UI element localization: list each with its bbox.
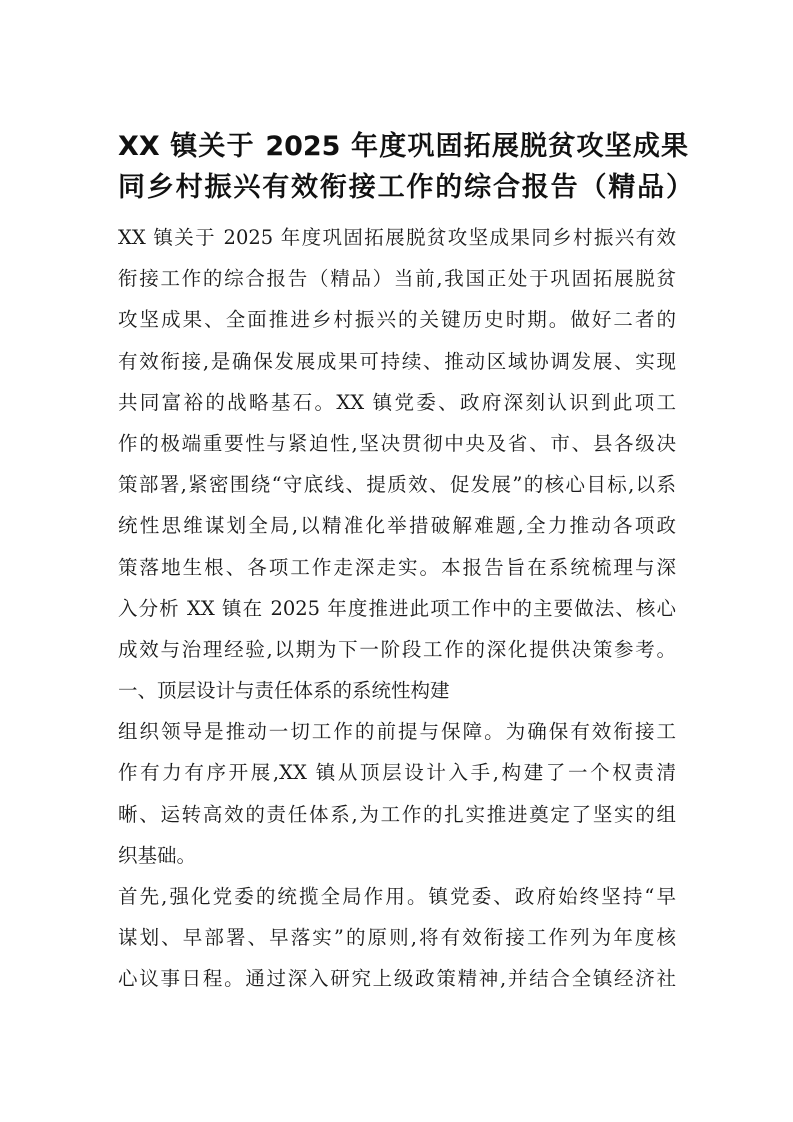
section-heading	[118, 670, 676, 711]
document-title	[118, 126, 693, 208]
text-line: 一、顶层设计与责任体系的系统性构建	[118, 679, 450, 703]
text-line: 衔接工作的综合报告（精品）当前,我国正处于巩固拓展脱贫	[118, 267, 676, 291]
text-line: 入分析 XX 镇在 2025 年度推进此项工作中的主要做法、核心	[118, 596, 676, 620]
text-line: 统性思维谋划全局,以精准化举措破解难题,全力推动各项政	[118, 514, 676, 538]
intro-paragraph	[118, 217, 676, 670]
text-line: 共同富裕的战略基石。XX 镇党委、政府深刻认识到此项工	[118, 390, 676, 414]
text-line: 晰、运转高效的责任体系,为工作的扎实推进奠定了坚实的组	[118, 802, 676, 826]
text-line: 成效与治理经验,以期为下一阶段工作的深化提供决策参考。	[118, 637, 676, 661]
text-line: XX 镇关于 2025 年度巩固拓展脱贫攻坚成果同乡村振兴有效	[118, 226, 676, 249]
paragraph	[118, 711, 676, 876]
text-line: 策部署,紧密围绕“守底线、提质效、促发展”的核心目标,以系	[118, 473, 676, 497]
text-line: 谋划、早部署、早落实”的原则,将有效衔接工作列为年度核	[118, 926, 676, 950]
text-line: 心议事日程。通过深入研究上级政策精神,并结合全镇经济社	[118, 967, 676, 991]
text-line: 有效衔接,是确保发展成果可持续、推动区域协调发展、实现	[118, 349, 676, 373]
paragraph	[118, 876, 676, 1000]
text-line: 攻坚成果、全面推进乡村振兴的关键历史时期。做好二者的	[118, 308, 676, 332]
text-line: 作的极端重要性与紧迫性,坚决贯彻中央及省、市、县各级决	[118, 431, 676, 455]
title-line: 同乡村振兴有效衔接工作的综合报告（精品）	[118, 172, 693, 203]
text-line: 织基础。	[118, 843, 197, 867]
document-body	[118, 217, 676, 1000]
text-line: 组织领导是推动一切工作的前提与保障。为确保有效衔接工	[118, 720, 676, 744]
text-line: 策落地生根、各项工作走深走实。本报告旨在系统梳理与深	[118, 555, 676, 579]
text-line: 作有力有序开展,XX 镇从顶层设计入手,构建了一个权责清	[118, 761, 676, 785]
title-line: XX 镇关于 2025 年度巩固拓展脱贫攻坚成果	[118, 131, 688, 162]
text-line: 首先,强化党委的统揽全局作用。镇党委、政府始终坚持“早	[118, 885, 676, 908]
